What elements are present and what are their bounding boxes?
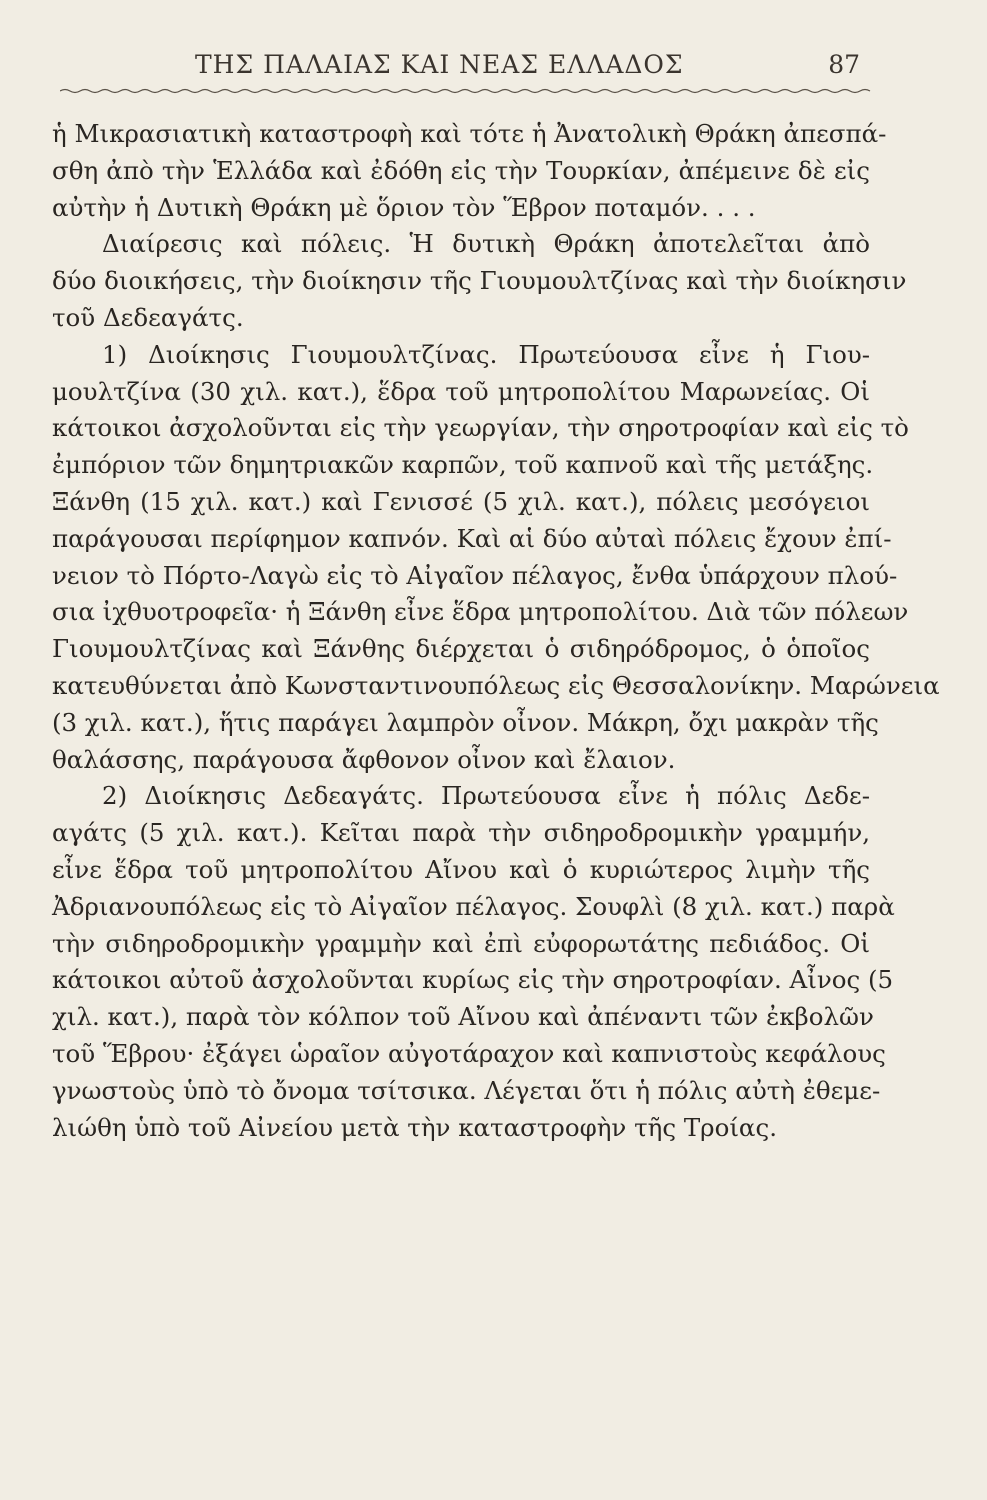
running-title: ΤΗΣ ΠΑΛΑΙΑΣ ΚΑΙ ΝΕΑΣ ΕΛΛΑΔΟΣ (195, 50, 684, 79)
section-heading-line: 2) Διοίκησις Δεδεαγάτς. Πρωτεύουσα εἶνε ἡ πόλις Δεδε- (102, 781, 870, 811)
text-line: χιλ. κατ.), παρὰ τὸν κόλπον τοῦ Αἴνου καὶ ἀπέναντι τῶν ἐκβολῶν (52, 1002, 874, 1032)
text-line: ἡ Μικρασιατικὴ καταστροφὴ καὶ τότε ἡ Ἀνατολικὴ Θράκη ἀπεσπά- (52, 119, 887, 148)
text-line: αγάτς (5 χιλ. κατ.). Κεῖται παρὰ τὴν σιδηροδρομικὴν γραμμήν, (52, 818, 870, 848)
text-line: τὴν σιδηροδρομικὴν γραμμὴν καὶ ἐπὶ εὐφορωτάτης πεδιάδος. Οἱ (52, 928, 870, 958)
text-line: νειον τὸ Πόρτο-Λαγὼ εἰς τὸ Αἰγαῖον πέλαγος, ἔνθα ὑπάρχουν πλού- (52, 560, 898, 590)
text-line: Γιουμουλτζίνας καὶ Ξάνθης διέρχεται ὁ σιδηρόδρομος, ὁ ὁποῖος (52, 634, 870, 664)
text-line: τοῦ Ἕβρου· ἐξάγει ὡραῖον αὐγοτάραχον καὶ καπνιστοὺς κεφάλους (52, 1038, 886, 1068)
header-wavy-rule (60, 88, 875, 94)
text-line: κάτοικοι αὐτοῦ ἀσχολοῦνται κυρίως εἰς τὴν σηροτροφίαν. Αἶνος (5 (52, 965, 894, 995)
text-line: μουλτζίνα (30 χιλ. κατ.), ἕδρα τοῦ μητροπολίτου Μαρωνείας. Οἱ (52, 376, 870, 406)
text-line: θαλάσσης, παράγουσα ἄφθονον οἶνον καὶ ἔλαιον. (52, 744, 676, 774)
text-line: Ξάνθη (15 χιλ. κατ.) καὶ Γενισσέ (5 χιλ. κατ.), πόλεις μεσόγειοι (52, 486, 870, 516)
text-line: (3 χιλ. κατ.), ἥτις παράγει λαμπρὸν οἶνον. Μάκρη, ὄχι μακρὰν τῆς (52, 707, 879, 737)
text-line: τοῦ Δεδεαγάτς. (52, 302, 244, 332)
text-line: σια ἰχθυοτροφεῖα· ἡ Ξάνθη εἶνε ἕδρα μητροπολίτου. Διὰ τῶν πόλεων (52, 597, 909, 627)
page-number: 87 (828, 50, 860, 79)
text-line: κατευθύνεται ἀπὸ Κωνσταντινουπόλεως εἰς Θεσσαλονίκην. Μαρώνεια (52, 670, 940, 700)
text-line: παράγουσαι περίφημον καπνόν. Καὶ αἱ δύο αὐταὶ πόλεις ἔχουν ἐπί- (52, 523, 892, 553)
text-line: λιώθη ὑπὸ τοῦ Αἰνείου μετὰ τὴν καταστροφὴν τῆς Τροίας. (52, 1112, 777, 1142)
text-line: γνωστοὺς ὑπὸ τὸ ὄνομα τσίτσικα. Λέγεται ὅτι ἡ πόλις αὐτὴ ἐθεμε- (52, 1075, 881, 1105)
text-line: αὐτὴν ἡ Δυτικὴ Θράκη μὲ ὅριον τὸν Ἕβρον ποταμόν. . . . (52, 192, 756, 222)
section-heading-line: Διαίρεσις καὶ πόλεις. Ἡ δυτικὴ Θράκη ἀποτελεῖται ἀπὸ (102, 229, 870, 259)
section-heading-line: 1) Διοίκησις Γιουμουλτζίνας. Πρωτεύουσα εἶνε ἡ Γιου- (102, 339, 870, 369)
text-line: Ἀδριανουπόλεως εἰς τὸ Αἰγαῖον πέλαγος. Σουφλὶ (8 χιλ. κατ.) παρὰ (52, 891, 895, 921)
text-line: δύο διοικήσεις, τὴν διοίκησιν τῆς Γιουμουλτζίνας καὶ τὴν διοίκησιν (52, 266, 907, 296)
text-line: ἐμπόριον τῶν δημητριακῶν καρπῶν, τοῦ καπνοῦ καὶ τῆς μετάξης. (52, 450, 874, 480)
text-line: εἶνε ἕδρα τοῦ μητροπολίτου Αἴνου καὶ ὁ κυριώτερος λιμὴν τῆς (52, 854, 870, 884)
page-header (195, 50, 860, 90)
text-line: κάτοικοι ἀσχολοῦνται εἰς τὴν γεωργίαν, τὴν σηροτροφίαν καὶ εἰς τὸ (52, 413, 909, 443)
text-line: σθη ἀπὸ τὴν Ἑλλάδα καὶ ἐδόθη εἰς τὴν Τουρκίαν, ἀπέμεινε δὲ εἰς (52, 155, 870, 185)
body-text (52, 116, 940, 1146)
